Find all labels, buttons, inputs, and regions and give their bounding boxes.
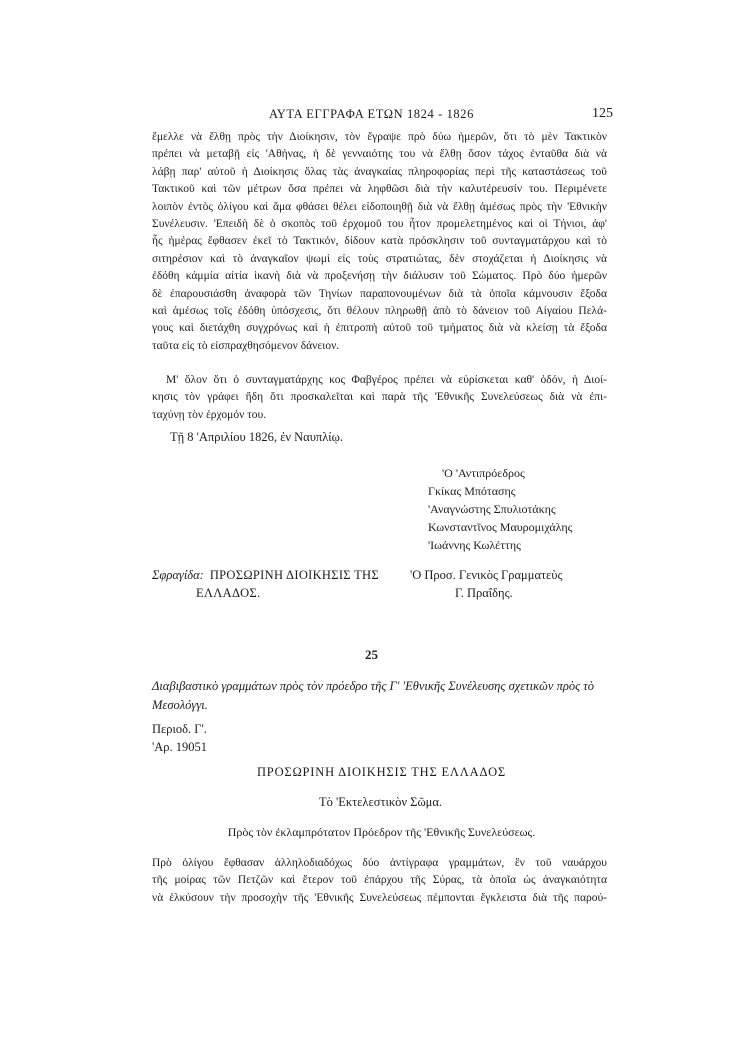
- text-line: ἧς ἡμέρας ἔφθασεν ἐκεῖ τὸ Τακτικόν, δίδουν κατὰ πρόσκλησιν τοῦ συνταγματάρχου καὶ τὸ: [152, 235, 607, 248]
- text-line: [152, 855, 607, 872]
- archive-reference: [152, 720, 207, 756]
- signatory-title: 'Ο 'Αντιπρόεδρος: [442, 466, 525, 480]
- text-line: ταῦτα εἰς τὸ εἰσπραχθησόμενον δάνειον.: [152, 339, 340, 352]
- addressee-line: Πρὸς τὸν ἐκλαμπρότατον Πρόεδρον τῆς 'Εθνικῆς Συνελεύσεως.: [227, 825, 536, 839]
- text-line: δὲ ἐπαρουσιάσθη ἀναφορὰ τῶν Τηνίων παραπονουμένων διὰ τὰ ὁποῖα κάμνουσιν ἔξοδα: [152, 287, 607, 300]
- text-line: κησις τὸν γράφει ἤδη ὅτι προσκαλεῖται καὶ παρὰ τῆς 'Εθνικῆς Συνελεύσεως διὰ νὰ ἐπι-: [152, 391, 607, 404]
- letter-body: [152, 855, 607, 907]
- signatory-name: Γκίκας Μπότασης: [428, 484, 516, 498]
- text-line: γους καὶ διετάχθη συγχρόνως καὶ ἡ ἐπιτροπὴ αὐτοῦ τοῦ τμήματος διὰ νὰ κλείσῃ τὰ ἔξοδα: [152, 322, 607, 335]
- text-line: ταχύνῃ τὸν ἐρχομόν του.: [152, 408, 267, 421]
- signature-block: [428, 464, 572, 554]
- seal-label: Σφραγίδα:: [152, 568, 204, 582]
- text-line: λοιπὸν ἐντὸς ὀλίγου καὶ ἅμα φθάσει θέλει εἰδοποιηθῇ διὰ νὰ ἔλθῃ ἀμέσως πρὸς τὴν 'Εθνικὴν: [152, 200, 607, 213]
- text-line: καὶ ἀμέσως τοῖς ἐδόθη ὑπόσχεσις, ὅτι θέλουν πληρωθῇ ἀπὸ τὸ δάνειον τοῦ Αἰγαίου Πελά-: [152, 304, 607, 317]
- signatory-name: 'Αναγνώστης Σπυλιοτάκης: [428, 502, 556, 516]
- archive-number: 'Αρ. 19051: [152, 740, 208, 754]
- running-header-title: ΑΥΤΑ ΕΓΓΡΑΦΑ ΕΤΩΝ 1824 - 1826: [269, 107, 474, 121]
- text-line: τῆς μοίρας τῶν Πετζῶν καὶ ἕτερον τοῦ ἐπάρχου τῆς Σύρας, τὰ ὁποῖα ὡς ἀναγκαιότητα: [152, 874, 607, 887]
- text-line: ἔμελλε νὰ ἔλθῃ πρὸς τὴν Διοίκησιν, τὸν ἔγραψε πρὸ δύω ἡμερῶν, ὅτι τὸ μὲν Τακτικὸν: [152, 131, 607, 143]
- text-line: [152, 372, 607, 389]
- seal-text-line1: ΠΡΟΣΩΡΙΝΗ ΔΙΟΙΚΗΣΙΣ ΤΗΣ: [209, 568, 379, 582]
- period-label: Περιοδ. Γ'.: [152, 722, 207, 736]
- text-line: πρέπει νὰ μεταβῇ εἰς 'Αθήνας, ἡ δὲ γενναιότης του νὰ ἔλθῃ ὅσον τάχος ἐνταῦθα διὰ νὰ: [152, 148, 607, 161]
- text-line: σιτηρέσιον καὶ τὸ ἀναγκαῖον ψωμὶ εἰς τοὺς στρατιώτας, δὲν στοχάζεται ἡ Διοίκησις νὰ: [152, 252, 607, 265]
- text-line: Συνέλευσιν. 'Επειδὴ δὲ ὁ σκοπὸς τοῦ ἐρχομοῦ του ἦτον προμελετημένος καὶ οἱ Τήνιοι, ἀφ': [152, 217, 607, 230]
- secretary-title: 'Ο Προσ. Γενικὸς Γραμματεὺς: [410, 568, 563, 582]
- page-number: 125: [592, 106, 613, 121]
- text-line: ἐδόθη κάμμία αἰτία ἱκανὴ διὰ νὰ προξενήσῃ τὴν διάλυσιν τοῦ Σώματος. Πρὸ δύο ἡμερῶν: [152, 270, 607, 283]
- secretary-signature: [410, 566, 562, 602]
- document-description: Διαβιβαστικὸ γραμμάτων πρὸς τὸν πρόεδρο τῆς Γ' 'Εθνικῆς Συνέλευσης σχετικῶν πρὸς τὸ Μεσολόγγι.: [152, 679, 595, 712]
- text-line-content: Μ' ὅλον ὅτι ὁ συνταγματάρχης κος Φαβγέρος πρέπει νὰ εὑρίσκεται καθ' ὁδόν, ἡ Διοί-: [166, 374, 607, 386]
- executive-body-heading: Τὸ 'Εκτελεστικὸν Σῶμα.: [318, 795, 443, 809]
- signatory-name: 'Ιωάννης Κωλέττης: [428, 538, 521, 552]
- text-line: νὰ ἑλκύσουν τὴν προσοχὴν τῆς 'Εθνικῆς Συνελεύσεως πέμπονται ἔγκλειστα διὰ τῆς παρού-: [152, 891, 607, 904]
- date-line: Τῇ 8 'Απριλίου 1826, ἐν Ναυπλίῳ.: [170, 430, 343, 444]
- paragraph-continuation: [152, 129, 607, 355]
- seal-text-line2: ΕΛΛΑΔΟΣ.: [196, 586, 261, 600]
- seal-note: [152, 566, 379, 602]
- secretary-name: Γ. Πραΐδης.: [455, 586, 513, 600]
- government-heading: ΠΡΟΣΩΡΙΝΗ ΔΙΟΙΚΗΣΙΣ ΤΗΣ ΕΛΛΑΔΟΣ: [256, 765, 506, 779]
- signatory-name: Κωνσταντῖνος Μαυρομιχάλης: [428, 520, 573, 534]
- text-line: λάβῃ παρ' αὐτοῦ ἡ Διοίκησις ὅλας τὰς ἀναγκαίας πληροφορίας περὶ τῆς καταστάσεως τοῦ: [152, 165, 607, 178]
- document-number: 25: [365, 647, 378, 662]
- text-line-content: Πρὸ ὀλίγου ἔφθασαν ἀλληλοδιαδόχως δύο ἀντίγραφα γραμμάτων, ἓν τοῦ ναυάρχου: [152, 857, 607, 869]
- text-line: Τακτικοῦ καὶ τῶν μέτρων ὅσα πρέπει νὰ ληφθῶσι διὰ τὴν καλυτέρευσίν του. Περιμένετε: [152, 183, 607, 196]
- paragraph-favier: [152, 372, 607, 424]
